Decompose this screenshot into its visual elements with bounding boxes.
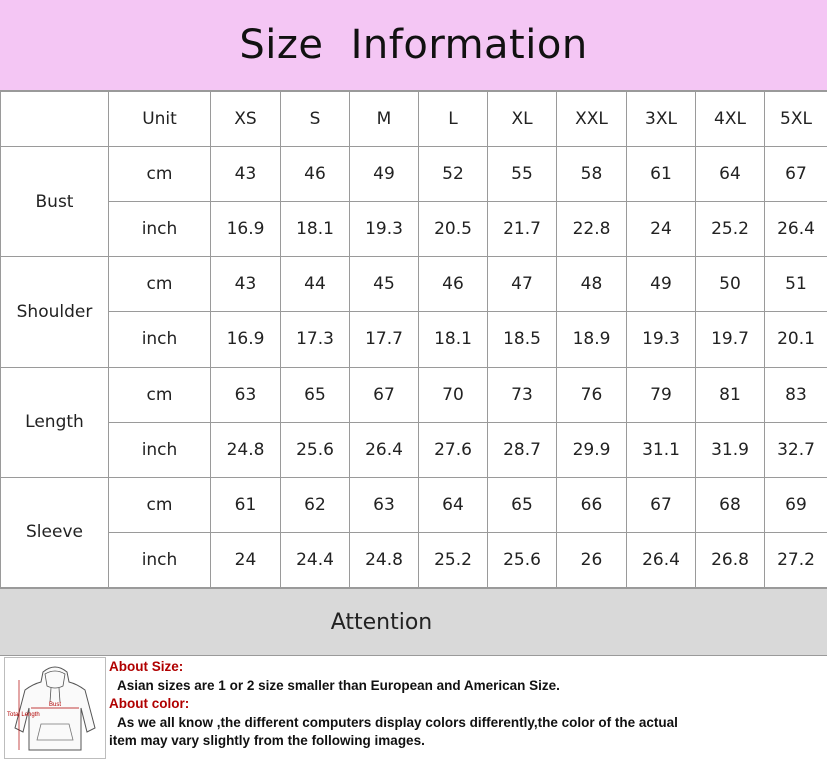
measurement-cell: 67 [765,147,827,202]
corner-cell [1,92,109,147]
measurement-cell: 18.9 [557,312,627,367]
about-size-text: Asian sizes are 1 or 2 size smaller than European and American Size. [117,677,560,693]
measurement-cell: 22.8 [557,202,627,257]
length-label: Total Length [7,712,40,718]
measurement-cell: 16.9 [211,202,281,257]
measurement-cell: 45 [350,257,419,312]
measurement-cell: 20.1 [765,312,827,367]
notes-section [0,655,827,764]
measurement-cell: 63 [350,477,419,532]
measurement-cell: 17.7 [350,312,419,367]
attention-banner [0,588,827,656]
measurement-cell: 27.2 [765,532,827,587]
measurement-cell: 83 [765,367,827,422]
measurement-cell: 76 [557,367,627,422]
measurement-cell: 81 [696,367,765,422]
measurement-cell: 24 [627,202,696,257]
unit-label: cm [109,257,211,312]
measurement-cell: 49 [350,147,419,202]
table-row [1,367,827,422]
table-row [1,477,827,532]
measurement-cell: 24.8 [350,532,419,587]
category-label: Shoulder [1,257,109,367]
measurement-cell: 69 [765,477,827,532]
table-row [1,257,827,312]
measurement-cell: 43 [211,147,281,202]
measurement-cell: 62 [281,477,350,532]
measurement-cell: 19.3 [627,312,696,367]
category-label: Bust [1,147,109,257]
measurement-cell: 24.4 [281,532,350,587]
notes-text [109,658,821,751]
measurement-cell: 19.7 [696,312,765,367]
category-label: Length [1,367,109,477]
size-header: XXL [557,92,627,147]
measurement-cell: 31.1 [627,422,696,477]
measurement-cell: 49 [627,257,696,312]
size-header: 4XL [696,92,765,147]
unit-label: cm [109,147,211,202]
hoodie-measurement-icon [5,658,105,758]
measurement-cell: 61 [211,477,281,532]
measurement-cell: 50 [696,257,765,312]
attention-label: Attention [330,609,433,635]
measurement-cell: 79 [627,367,696,422]
measurement-cell: 18.5 [488,312,557,367]
measurement-cell: 46 [419,257,488,312]
unit-label: inch [109,202,211,257]
about-size-heading: About Size: [109,659,184,674]
measurement-cell: 25.6 [281,422,350,477]
measurement-cell: 67 [350,367,419,422]
measurement-cell: 70 [419,367,488,422]
measurement-cell: 25.6 [488,532,557,587]
size-header: 3XL [627,92,696,147]
measurement-cell: 48 [557,257,627,312]
measurement-cell: 26.8 [696,532,765,587]
measurement-cell: 16.9 [211,312,281,367]
measurement-cell: 65 [488,477,557,532]
measurement-cell: 65 [281,367,350,422]
table-row [1,147,827,202]
size-header: 5XL [765,92,827,147]
measurement-cell: 25.2 [419,532,488,587]
measurement-cell: 25.2 [696,202,765,257]
bust-label: Bust [49,702,62,708]
table-row [1,532,827,587]
table-row [1,312,827,367]
measurement-cell: 43 [211,257,281,312]
about-color-heading: About color: [109,696,190,711]
table-row [1,202,827,257]
measurement-cell: 18.1 [419,312,488,367]
measurement-cell: 44 [281,257,350,312]
unit-label: cm [109,477,211,532]
measurement-cell: 47 [488,257,557,312]
size-header: M [350,92,419,147]
size-header: L [419,92,488,147]
measurement-cell: 26.4 [350,422,419,477]
measurement-cell: 26 [557,532,627,587]
measurement-cell: 64 [419,477,488,532]
measurement-cell: 64 [696,147,765,202]
about-color-text-2: item may vary slightly from the following images. [109,733,425,748]
unit-label: inch [109,422,211,477]
size-header: XL [488,92,557,147]
size-table [0,91,827,588]
header-row [1,92,827,147]
measurement-cell: 67 [627,477,696,532]
measurement-cell: 24.8 [211,422,281,477]
measurement-cell: 20.5 [419,202,488,257]
measurement-cell: 61 [627,147,696,202]
title-banner [0,0,827,91]
unit-header: Unit [109,92,211,147]
unit-label: inch [109,312,211,367]
unit-label: inch [109,532,211,587]
measurement-cell: 26.4 [765,202,827,257]
measurement-cell: 55 [488,147,557,202]
measurement-cell: 19.3 [350,202,419,257]
measurement-cell: 24 [211,532,281,587]
page-title: Size Information [239,22,588,68]
measurement-cell: 58 [557,147,627,202]
measurement-cell: 28.7 [488,422,557,477]
table-row [1,422,827,477]
about-color-text-1: As we all know ,the different computers display colors differently,the color of the actual [117,714,678,730]
category-label: Sleeve [1,477,109,587]
measurement-cell: 46 [281,147,350,202]
measurement-cell: 31.9 [696,422,765,477]
measurement-cell: 68 [696,477,765,532]
measurement-cell: 21.7 [488,202,557,257]
measurement-cell: 27.6 [419,422,488,477]
unit-label: cm [109,367,211,422]
measurement-cell: 66 [557,477,627,532]
measurement-cell: 26.4 [627,532,696,587]
measurement-cell: 29.9 [557,422,627,477]
measurement-cell: 17.3 [281,312,350,367]
measurement-cell: 52 [419,147,488,202]
hoodie-diagram [4,657,106,759]
measurement-cell: 63 [211,367,281,422]
measurement-cell: 32.7 [765,422,827,477]
measurement-cell: 73 [488,367,557,422]
size-header: XS [211,92,281,147]
measurement-cell: 51 [765,257,827,312]
measurement-cell: 18.1 [281,202,350,257]
size-header: S [281,92,350,147]
